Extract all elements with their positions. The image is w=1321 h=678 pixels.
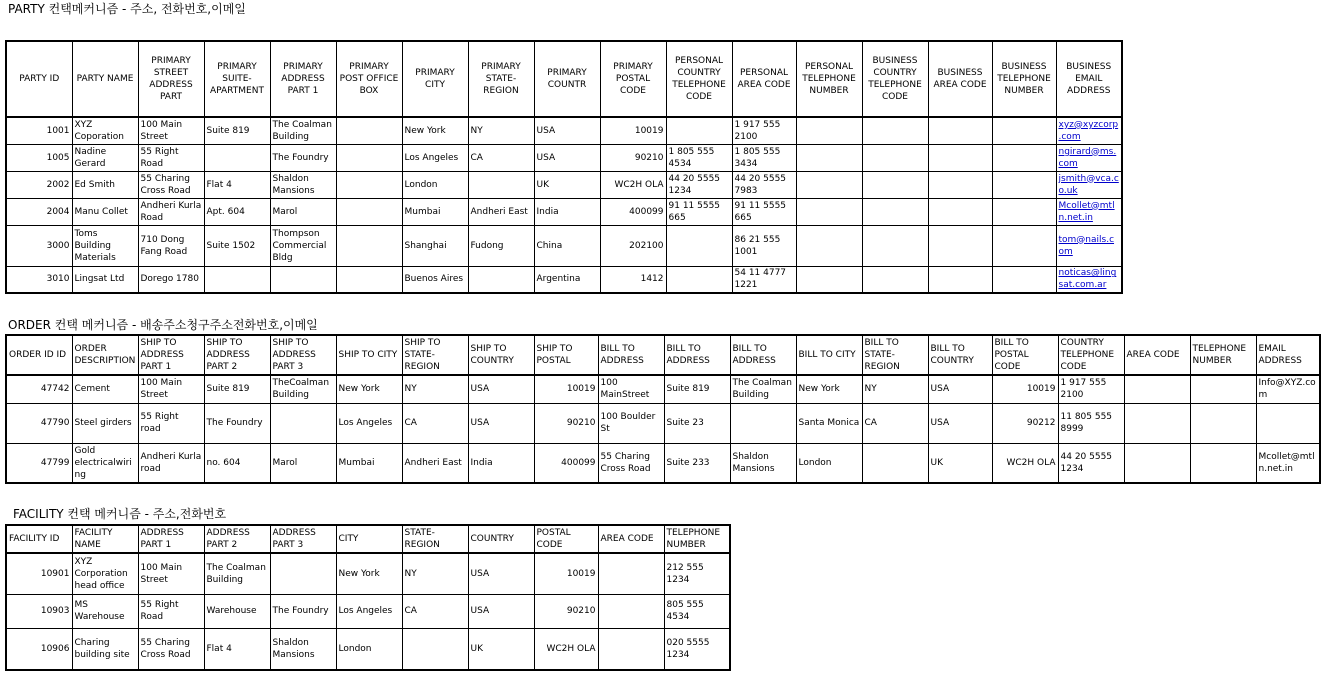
party-cell: Andheri East [468,198,534,225]
facility-cell: UK [468,629,534,670]
party-cell: Mumbai [402,198,468,225]
facility-cell [270,553,336,594]
order-cell: 90210 [534,403,598,443]
party-cell: 3000 [6,225,72,266]
party-cell: China [534,225,600,266]
facility-cell: London [336,629,402,670]
email-link[interactable]: Mcollet@mtln.net.in [1058,200,1115,223]
order-column-header: BILL TO CITY [796,335,862,375]
party-column-header: BUSINESS TELEPHONE NUMBER [992,41,1056,117]
party-cell [1056,117,1122,144]
order-cell: USA [928,403,992,443]
order-title: ORDER 컨택 메커니즘 - 배송주소청구주소전화번호,이메일 [8,318,318,332]
email-link[interactable]: ngirard@ms.com [1058,146,1117,169]
order-cell: Suite 819 [204,375,270,403]
party-cell [992,198,1056,225]
party-cell: 2004 [6,198,72,225]
party-column-header: PRIMARY STREET ADDRESS PART [138,41,204,117]
party-cell: London [402,171,468,198]
order-column-header: SHIP TO POSTAL [534,335,598,375]
facility-cell: Charing building site [72,629,138,670]
order-cell [1190,443,1256,483]
order-table-row [6,375,1320,403]
order-cell: 55 Right road [138,403,204,443]
party-cell: Ed Smith [72,171,138,198]
party-cell [862,144,928,171]
party-column-header: PRIMARY CITY [402,41,468,117]
party-cell: Marol [270,198,336,225]
party-title: PARTY 컨택메커니즘 - 주소, 전화번호,이메일 [8,2,246,16]
order-cell: Marol [270,443,336,483]
order-column-header: SHIP TO COUNTRY [468,335,534,375]
order-table-row [6,403,1320,443]
party-cell: 91 11 5555 665 [666,198,732,225]
facility-column-header: POSTAL CODE [534,525,598,553]
order-cell: UK [928,443,992,483]
party-cell: NY [468,117,534,144]
party-cell [270,266,336,293]
party-cell [862,266,928,293]
party-cell: 1412 [600,266,666,293]
party-cell: UK [534,171,600,198]
facility-title: FACILITY 컨택 메커니즘 - 주소,전화번호 [13,507,227,521]
party-cell [928,198,992,225]
order-cell: Los Angeles [336,403,402,443]
facility-table-row [6,629,730,670]
order-column-header: BILL TO ADDRESS [730,335,796,375]
facility-cell: 10903 [6,594,72,628]
facility-cell: 10019 [534,553,598,594]
party-column-header: BUSINESS AREA CODE [928,41,992,117]
party-cell: 86 21 555 1001 [732,225,796,266]
order-column-header: AREA CODE [1124,335,1190,375]
party-cell: 1 805 555 3434 [732,144,796,171]
facility-cell: The Foundry [270,594,336,628]
party-cell [796,198,862,225]
party-column-header: PARTY ID [6,41,72,117]
order-column-header: EMAIL ADDRESS [1256,335,1320,375]
party-cell [928,266,992,293]
facility-cell: 10901 [6,553,72,594]
order-cell: New York [336,375,402,403]
facility-cell: WC2H OLA [534,629,598,670]
party-cell: Buenos Aires [402,266,468,293]
party-column-header: PRIMARY COUNTR [534,41,600,117]
facility-table-row [6,553,730,594]
party-table-row [6,171,1122,198]
party-cell: 1001 [6,117,72,144]
party-cell: Shanghai [402,225,468,266]
order-column-header: BILL TO ADDRESS [664,335,730,375]
party-cell: Andheri Kurla Road [138,198,204,225]
order-header-row [6,335,1320,375]
party-cell: 710 Dong Fang Road [138,225,204,266]
order-cell: Mcollet@mtln.net.in [1256,443,1320,483]
email-link[interactable]: noticas@lingsat.com.ar [1058,268,1117,291]
order-cell: 1 917 555 2100 [1058,375,1124,403]
party-cell [1056,171,1122,198]
order-cell: India [468,443,534,483]
order-cell: WC2H OLA [992,443,1058,483]
facility-column-header: TELEPHONE NUMBER [664,525,730,553]
facility-cell: Los Angeles [336,594,402,628]
order-cell: Andheri East [402,443,468,483]
party-cell: Flat 4 [204,171,270,198]
facility-cell: New York [336,553,402,594]
facility-cell: Shaldon Mansions [270,629,336,670]
party-cell [796,266,862,293]
order-cell [730,403,796,443]
party-cell [336,144,402,171]
order-cell: Suite 233 [664,443,730,483]
party-cell: India [534,198,600,225]
party-cell [336,117,402,144]
facility-column-header: AREA CODE [598,525,664,553]
facility-cell: USA [468,594,534,628]
party-table-row [6,225,1122,266]
order-cell: 100 Main Street [138,375,204,403]
party-cell [204,266,270,293]
order-cell: Suite 23 [664,403,730,443]
party-cell: 3010 [6,266,72,293]
order-column-header: SHIP TO ADDRESS PART 1 [138,335,204,375]
party-column-header: PERSONAL AREA CODE [732,41,796,117]
party-cell: Argentina [534,266,600,293]
party-header-row [6,41,1122,117]
party-cell: Suite 819 [204,117,270,144]
order-table [5,334,1321,484]
order-column-header: SHIP TO STATE-REGION [402,335,468,375]
order-cell: no. 604 [204,443,270,483]
facility-cell [598,553,664,594]
party-cell: The Foundry [270,144,336,171]
party-cell [928,225,992,266]
facility-column-header: FACILITY NAME [72,525,138,553]
order-column-header: BILL TO COUNTRY [928,335,992,375]
order-cell [1124,443,1190,483]
party-cell: New York [402,117,468,144]
order-cell: USA [468,375,534,403]
party-cell [862,117,928,144]
facility-cell: 020 5555 1234 [664,629,730,670]
party-cell [862,198,928,225]
party-cell: 55 Right Road [138,144,204,171]
order-cell [1190,403,1256,443]
facility-table [5,524,731,671]
party-cell [928,117,992,144]
party-table [5,40,1123,294]
party-cell [468,171,534,198]
party-cell [204,144,270,171]
facility-cell: Flat 4 [204,629,270,670]
party-cell [336,171,402,198]
facility-cell: 100 Main Street [138,553,204,594]
facility-column-header: CITY [336,525,402,553]
facility-cell: XYZ Corporation head office [72,553,138,594]
facility-cell: Warehouse [204,594,270,628]
order-cell: Steel girders [72,403,138,443]
order-cell: CA [862,403,928,443]
order-cell [1256,403,1320,443]
order-column-header: COUNTRY TELEPHONE CODE [1058,335,1124,375]
party-cell: 44 20 5555 7983 [732,171,796,198]
facility-cell: USA [468,553,534,594]
facility-column-header: ADDRESS PART 3 [270,525,336,553]
facility-column-header: ADDRESS PART 2 [204,525,270,553]
party-cell: 2002 [6,171,72,198]
order-cell [270,403,336,443]
facility-cell: 90210 [534,594,598,628]
party-cell [796,171,862,198]
party-cell [336,225,402,266]
order-cell: 47799 [6,443,72,483]
party-column-header: BUSINESS EMAIL ADDRESS [1056,41,1122,117]
order-cell: 55 Charing Cross Road [598,443,664,483]
order-cell: 10019 [992,375,1058,403]
order-cell: Cement [72,375,138,403]
party-table-row [6,144,1122,171]
party-column-header: BUSINESS COUNTRY TELEPHONE CODE [862,41,928,117]
party-cell: Thompson Commercial Bldg [270,225,336,266]
party-cell: 100 Main Street [138,117,204,144]
order-cell: Mumbai [336,443,402,483]
order-cell [1190,375,1256,403]
order-column-header: ORDER ID ID [6,335,72,375]
order-cell: Andheri Kurla road [138,443,204,483]
party-cell: Lingsat Ltd [72,266,138,293]
party-cell: Los Angeles [402,144,468,171]
order-column-header: TELEPHONE NUMBER [1190,335,1256,375]
party-column-header: PARTY NAME [72,41,138,117]
party-cell: Shaldon Mansions [270,171,336,198]
party-cell [666,225,732,266]
order-column-header: BILL TO STATE-REGION [862,335,928,375]
party-cell [666,266,732,293]
party-cell [862,225,928,266]
party-cell: Apt. 604 [204,198,270,225]
party-column-header: PRIMARY SUITE-APARTMENT [204,41,270,117]
order-cell: Info@XYZ.com [1256,375,1320,403]
order-cell: London [796,443,862,483]
order-cell [862,443,928,483]
order-cell: NY [862,375,928,403]
facility-cell: 55 Right Road [138,594,204,628]
party-column-header: PRIMARY STATE-REGION [468,41,534,117]
order-cell: 11 805 555 8999 [1058,403,1124,443]
order-column-header: SHIP TO ADDRESS PART 2 [204,335,270,375]
party-cell [862,171,928,198]
order-cell: 47790 [6,403,72,443]
party-column-header: PRIMARY POSTAL CODE [600,41,666,117]
facility-cell [598,594,664,628]
party-cell: 202100 [600,225,666,266]
party-cell: Manu Collet [72,198,138,225]
facility-cell: 212 555 1234 [664,553,730,594]
order-cell: 44 20 5555 1234 [1058,443,1124,483]
party-table-row [6,198,1122,225]
party-cell [1056,266,1122,293]
order-cell: 100 Boulder St [598,403,664,443]
party-cell: 54 11 4777 1221 [732,266,796,293]
facility-table-row [6,594,730,628]
facility-header-row [6,525,730,553]
order-cell: Gold electricalwiring [72,443,138,483]
party-column-header: PERSONAL COUNTRY TELEPHONE CODE [666,41,732,117]
party-cell: 91 11 5555 665 [732,198,796,225]
party-cell: WC2H OLA [600,171,666,198]
party-cell: Dorego 1780 [138,266,204,293]
party-column-header: PRIMARY POST OFFICE BOX [336,41,402,117]
party-cell: 1 917 555 2100 [732,117,796,144]
party-cell: Fudong [468,225,534,266]
party-cell [796,144,862,171]
party-cell [1056,198,1122,225]
order-cell: 90212 [992,403,1058,443]
order-cell: USA [468,403,534,443]
facility-column-header: ADDRESS PART 1 [138,525,204,553]
facility-column-header: COUNTRY [468,525,534,553]
party-cell: CA [468,144,534,171]
order-cell: USA [928,375,992,403]
order-column-header: BILL TO POSTAL CODE [992,335,1058,375]
order-cell: The Coalman Building [730,375,796,403]
facility-cell: 55 Charing Cross Road [138,629,204,670]
party-cell [796,117,862,144]
party-cell [992,266,1056,293]
order-cell: Santa Monica [796,403,862,443]
order-cell: 100 MainStreet [598,375,664,403]
facility-column-header: STATE-REGION [402,525,468,553]
party-cell: USA [534,117,600,144]
order-column-header: SHIP TO ADDRESS PART 3 [270,335,336,375]
facility-cell [402,629,468,670]
order-cell: TheCoalman Building [270,375,336,403]
facility-cell: 805 555 4534 [664,594,730,628]
party-cell: Suite 1502 [204,225,270,266]
party-cell: Toms Building Materials [72,225,138,266]
party-cell: USA [534,144,600,171]
party-cell [468,266,534,293]
order-column-header: ORDER DESCRIPTION [72,335,138,375]
party-cell: 10019 [600,117,666,144]
party-cell: XYZ Coporation [72,117,138,144]
facility-cell: 10906 [6,629,72,670]
order-cell: 400099 [534,443,598,483]
party-table-row [6,266,1122,293]
party-cell [1056,144,1122,171]
party-cell [928,171,992,198]
order-cell: NY [402,375,468,403]
email-link[interactable]: xyz@xyzcorp.com [1058,119,1119,142]
party-cell [336,266,402,293]
party-cell [666,117,732,144]
party-cell [796,225,862,266]
party-cell [992,171,1056,198]
order-table-row [6,443,1320,483]
order-column-header: SHIP TO CITY [336,335,402,375]
order-cell: Shaldon Mansions [730,443,796,483]
order-cell [1124,375,1190,403]
party-cell: 55 Charing Cross Road [138,171,204,198]
party-column-header: PRIMARY ADDRESS PART 1 [270,41,336,117]
party-cell: Nadine Gerard [72,144,138,171]
party-column-header: PERSONAL TELEPHONE NUMBER [796,41,862,117]
facility-cell: MS Warehouse [72,594,138,628]
email-link[interactable]: tom@nails.com [1058,234,1115,257]
party-cell [1056,225,1122,266]
party-cell [928,144,992,171]
facility-cell [598,629,664,670]
facility-cell: The Coalman Building [204,553,270,594]
party-cell: 90210 [600,144,666,171]
party-cell [992,117,1056,144]
facility-cell: NY [402,553,468,594]
party-cell [992,225,1056,266]
order-column-header: BILL TO ADDRESS [598,335,664,375]
party-cell: 1005 [6,144,72,171]
order-cell: 47742 [6,375,72,403]
facility-cell: CA [402,594,468,628]
party-cell: The Coalman Building [270,117,336,144]
party-cell: 1 805 555 4534 [666,144,732,171]
order-cell: Suite 819 [664,375,730,403]
party-cell: 44 20 5555 1234 [666,171,732,198]
order-cell: 10019 [534,375,598,403]
facility-column-header: FACILITY ID [6,525,72,553]
order-cell [1124,403,1190,443]
order-cell: CA [402,403,468,443]
email-link[interactable]: jsmith@vca.co.uk [1058,173,1119,196]
party-cell [992,144,1056,171]
party-table-row [6,117,1122,144]
party-cell [336,198,402,225]
order-cell: The Foundry [204,403,270,443]
party-cell: 400099 [600,198,666,225]
order-cell: New York [796,375,862,403]
